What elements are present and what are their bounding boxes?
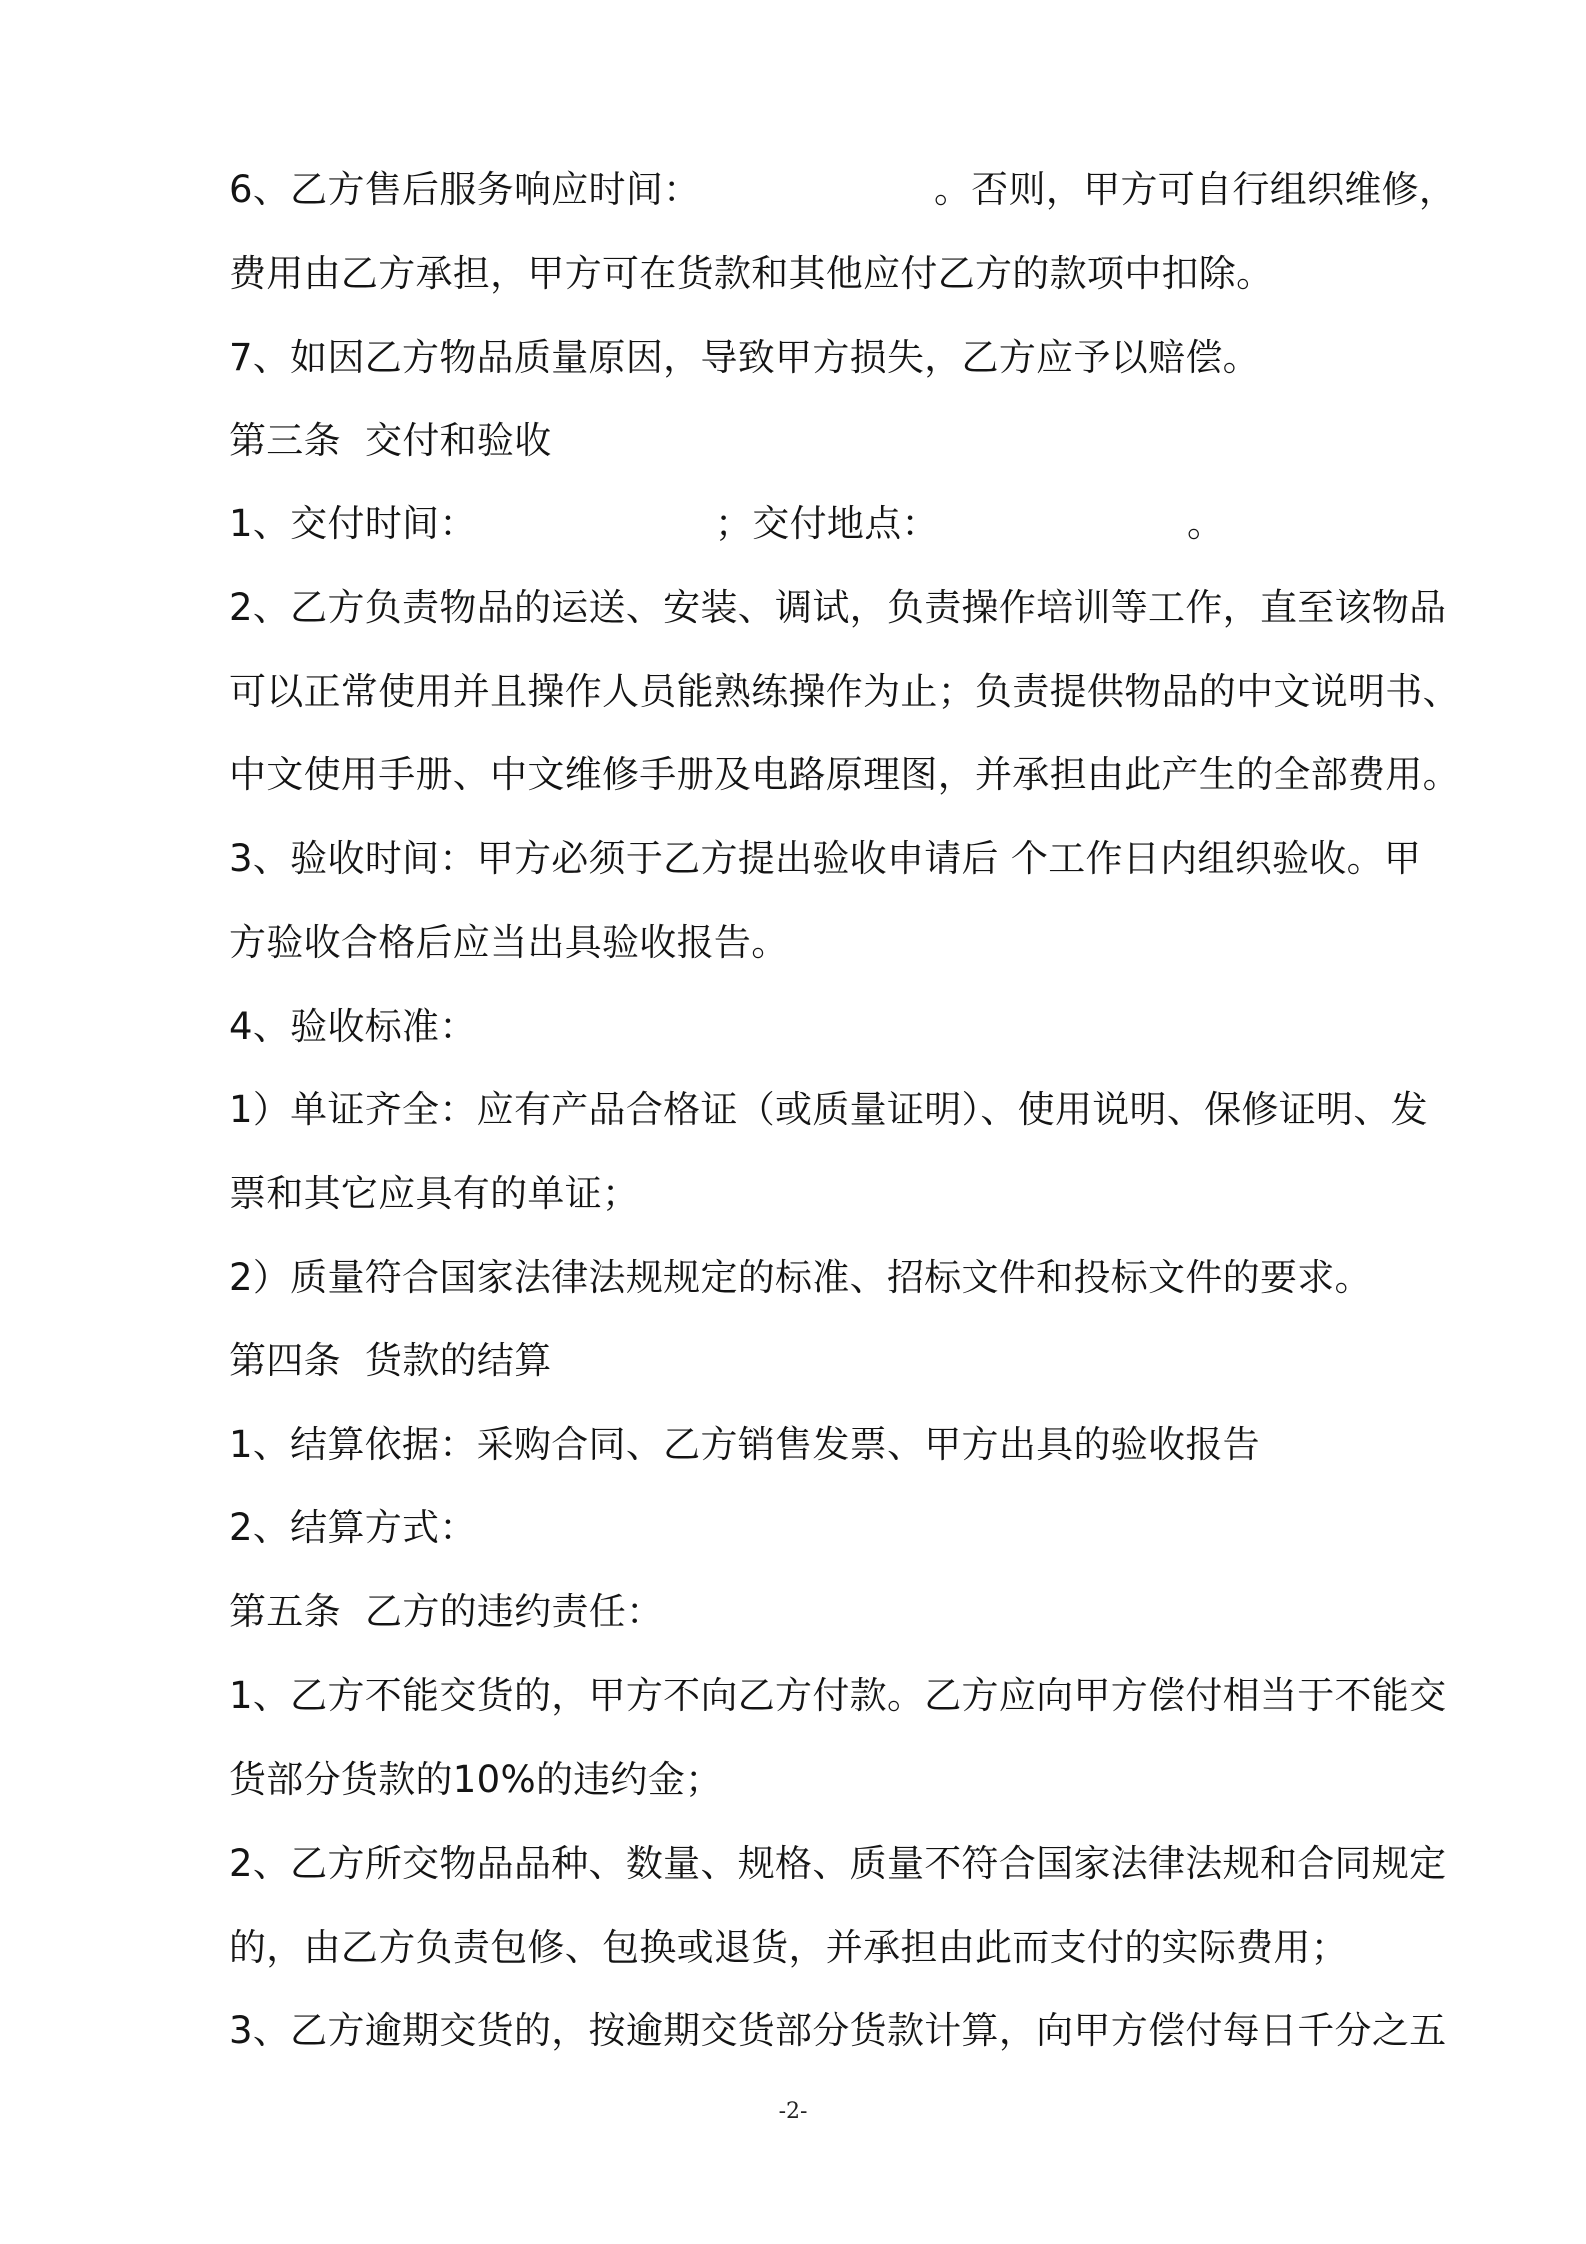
text-line: 1）单证齐全：应有产品合格证（或质量证明）、使用说明、保修证明、发 xyxy=(229,1088,1428,1131)
section-heading: 第四条 货款的结算 xyxy=(229,1339,552,1382)
text-line: 2、乙方所交物品品种、数量、规格、质量不符合国家法律法规和合同规定 xyxy=(229,1842,1447,1885)
text-line: 中文使用手册、中文维修手册及电路原理图，并承担由此产生的全部费用。 xyxy=(229,753,1460,796)
text-line: 的，由乙方负责包修、包换或退货，并承担由此而支付的实际费用； xyxy=(229,1926,1348,1969)
text-line: 3、乙方逾期交货的，按逾期交货部分货款计算，向甲方偿付每日千分之五 xyxy=(229,2009,1447,2052)
text-line: 2、结算方式： xyxy=(229,1506,477,1549)
text-segment: 。否则，甲方可自行组织维修， xyxy=(934,168,1457,211)
text-segment: 1、交付时间： xyxy=(229,502,477,545)
text-line: 2）质量符合国家法律法规规定的标准、招标文件和投标文件的要求。 xyxy=(229,1256,1372,1299)
text-line: 1、乙方不能交货的，甲方不向乙方付款。乙方应向甲方偿付相当于不能交 xyxy=(229,1674,1447,1717)
text-line: 4、验收标准： xyxy=(229,1005,477,1048)
text-line: 费用由乙方承担，甲方可在货款和其他应付乙方的款项中扣除。 xyxy=(229,252,1274,295)
text-segment: 6、乙方售后服务响应时间： xyxy=(229,168,701,211)
text-line: 7、如因乙方物品质量原因，导致甲方损失，乙方应予以赔偿。 xyxy=(229,336,1260,379)
text-line: 可以正常使用并且操作人员能熟练操作为止；负责提供物品的中文说明书、 xyxy=(229,670,1460,713)
text-segment: ；交付地点： xyxy=(715,502,939,545)
section-heading: 第三条 交付和验收 xyxy=(229,419,552,462)
text-line: 2、乙方负责物品的运送、安装、调试，负责操作培训等工作，直至该物品 xyxy=(229,586,1447,629)
text-line: 方验收合格后应当出具验收报告。 xyxy=(229,921,789,964)
text-line xyxy=(229,168,1457,212)
text-segment: 。 xyxy=(1187,502,1225,545)
section-heading: 第五条 乙方的违约责任： xyxy=(229,1590,664,1633)
text-line: 票和其它应具有的单证； xyxy=(229,1172,640,1215)
text-line: 3、验收时间：甲方必须于乙方提出验收申请后 个工作日内组织验收。甲 xyxy=(229,837,1422,880)
text-line xyxy=(229,502,1444,546)
text-line: 1、结算依据：采购合同、乙方销售发票、甲方出具的验收报告 xyxy=(229,1423,1260,1466)
text-line: 货部分货款的10%的违约金； xyxy=(229,1758,723,1801)
page-number: -2- xyxy=(778,2099,808,2124)
